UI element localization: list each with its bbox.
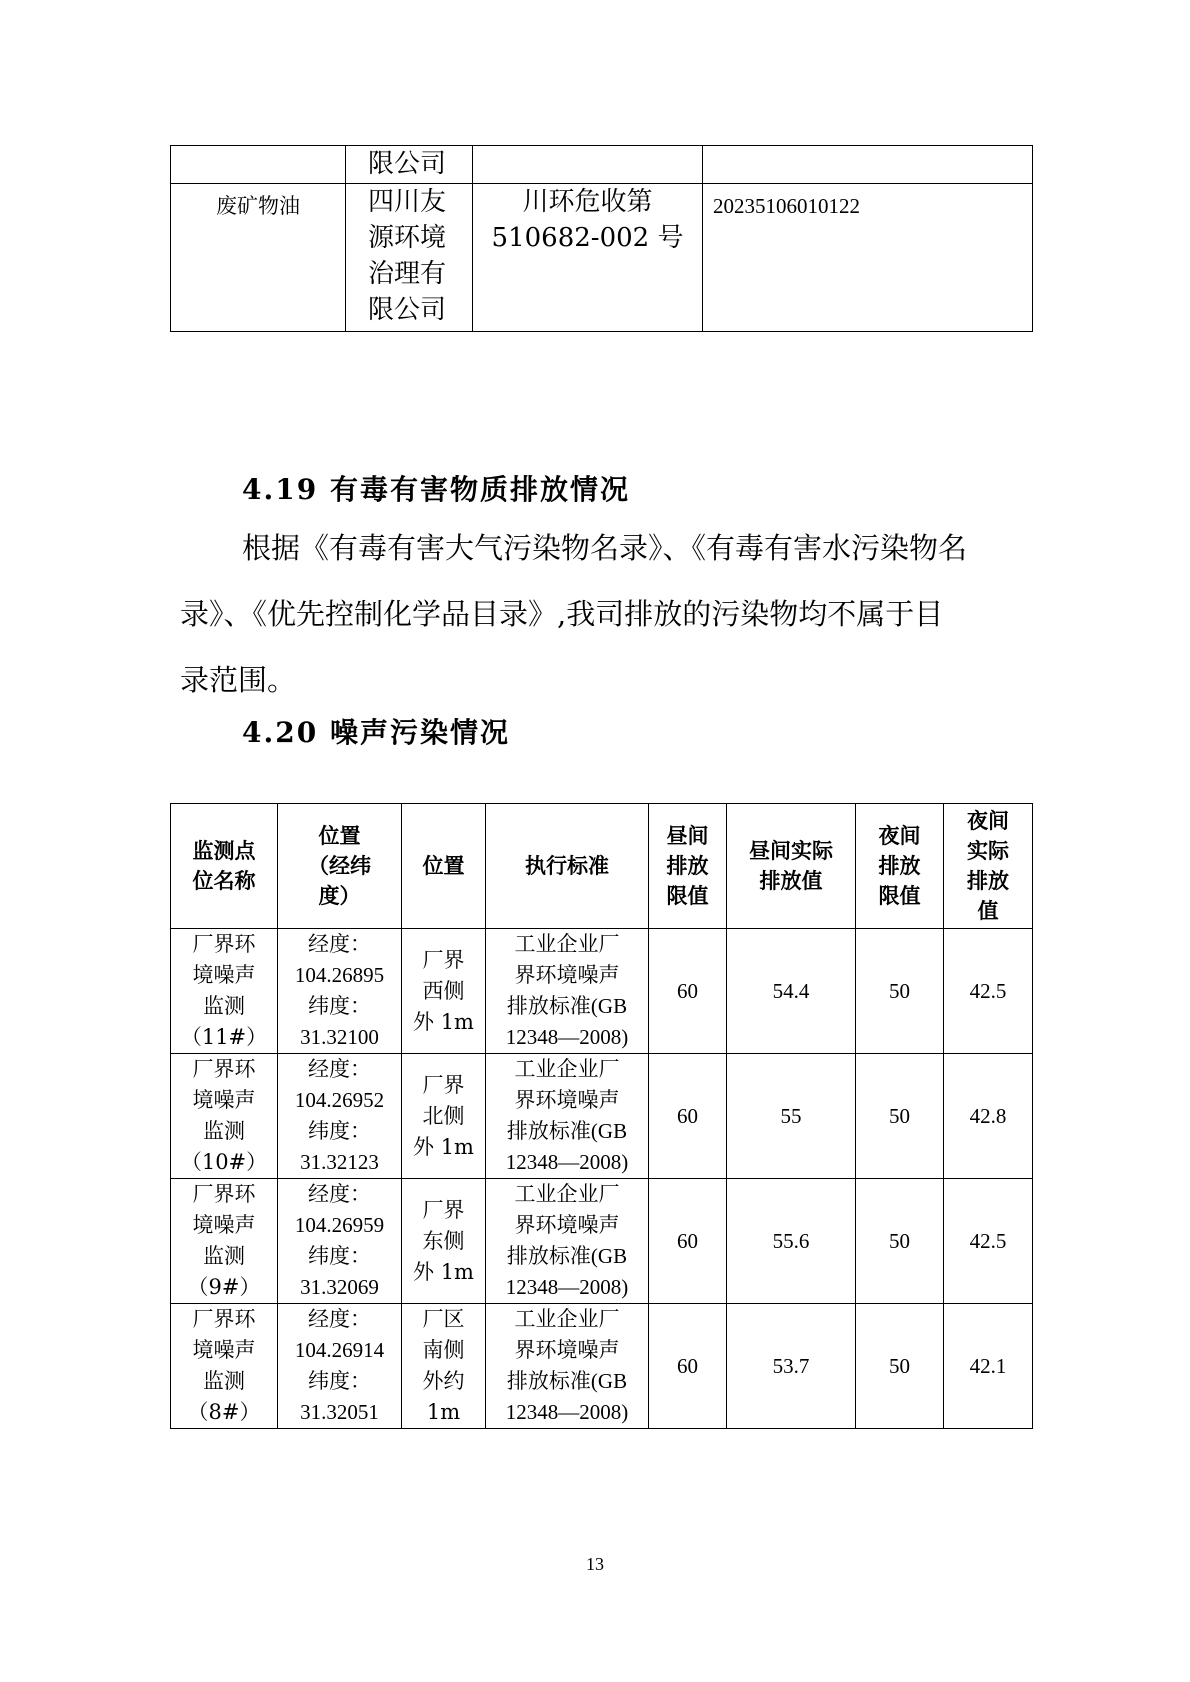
waste-type-cell: 废矿物油	[171, 184, 346, 332]
position-cell	[402, 1304, 486, 1429]
cell-line: 外 1m	[413, 1259, 474, 1284]
header-line: 位置	[422, 854, 465, 878]
section-heading-4-20: 4.20 噪声污染情况	[242, 716, 510, 749]
transfer-number-cell: 20235106010122	[703, 184, 1033, 332]
header-line: （经纬	[308, 854, 371, 878]
table-cell	[171, 146, 346, 184]
paragraph-line: 录》、《优先控制化学品目录》,我司排放的污染物均不属于目	[180, 597, 944, 631]
cell-line: 西侧	[422, 978, 465, 1003]
coordinates-cell	[278, 1054, 402, 1179]
header-line: 限值	[878, 884, 921, 908]
company-cell	[346, 184, 473, 332]
header-line: 度）	[318, 884, 361, 908]
night-actual-cell: 42.1	[944, 1304, 1033, 1429]
cell-line: 限公司	[368, 295, 447, 325]
cell-line: 厂界环	[192, 1057, 256, 1081]
cell-line: 厂界环	[192, 1307, 256, 1331]
cell-line: 31.32100	[300, 1025, 379, 1049]
cell-line: 1m	[426, 1400, 461, 1424]
cell-line: 12348—2008)	[505, 1025, 629, 1049]
night-limit-cell: 50	[856, 1304, 944, 1429]
cell-line: 境噪声	[192, 1088, 256, 1112]
header-line: 昼间实际	[749, 839, 833, 863]
cell-line: 监测	[203, 1119, 245, 1143]
paragraph-line: 录范围。	[180, 663, 297, 697]
position-cell	[402, 1179, 486, 1304]
column-header-coordinates	[278, 804, 402, 929]
night-limit-cell: 50	[856, 1054, 944, 1179]
cell-line: 厂界环	[192, 932, 256, 956]
night-actual-cell: 42.5	[944, 929, 1033, 1054]
coordinates-cell	[278, 929, 402, 1054]
day-limit-cell: 60	[649, 1304, 727, 1429]
table-cell	[473, 146, 703, 184]
header-line: 排放	[967, 869, 1009, 893]
coordinates-cell	[278, 1179, 402, 1304]
day-limit-cell: 60	[649, 929, 727, 1054]
table-row	[171, 1054, 1033, 1179]
cell-line: 经度：	[308, 1057, 371, 1081]
cell-line: 界环境噪声	[514, 963, 620, 987]
cell-line: （11#）	[180, 1025, 268, 1049]
cell-line: 12348—2008)	[505, 1150, 629, 1174]
column-header-standard	[486, 804, 649, 929]
cell-line: 四川友	[368, 187, 447, 217]
header-line: 夜间	[878, 824, 921, 848]
section-4-19-paragraph	[180, 515, 1030, 713]
hazardous-waste-table	[170, 145, 1033, 332]
night-limit-cell: 50	[856, 1179, 944, 1304]
cell-line: 厂界	[422, 1197, 465, 1222]
table-header-row	[171, 804, 1033, 929]
monitoring-point-cell	[171, 1179, 278, 1304]
cell-line: 界环境噪声	[514, 1088, 620, 1112]
cell-line: 104.26895	[294, 963, 385, 987]
header-line: 限值	[666, 884, 709, 908]
cell-line: 排放标准(GB	[506, 1244, 628, 1268]
cell-line: 31.32069	[300, 1275, 379, 1299]
cell-line: 治理有	[368, 259, 447, 289]
paragraph-line: 根据《有毒有害大气污染物名录》、《有毒有害水污染物名	[242, 531, 968, 565]
night-actual-cell: 42.5	[944, 1179, 1033, 1304]
header-line: 夜间	[967, 809, 1009, 833]
cell-line: 界环境噪声	[514, 1213, 620, 1237]
table-row	[171, 1179, 1033, 1304]
cell-line: 工业企业厂	[514, 1057, 620, 1081]
table-cell	[703, 146, 1033, 184]
table-row	[171, 929, 1033, 1054]
night-actual-cell: 42.8	[944, 1054, 1033, 1179]
table-row	[171, 184, 1033, 332]
cell-line: 限公司	[368, 149, 447, 179]
section-heading-4-19: 4.19 有毒有害物质排放情况	[242, 473, 630, 506]
cell-line: 南侧	[422, 1338, 465, 1362]
header-line: 监测点	[192, 839, 256, 863]
cell-line: 北侧	[422, 1103, 465, 1128]
cell-line: 12348—2008)	[505, 1275, 629, 1299]
cell-line: 工业企业厂	[514, 932, 620, 956]
cell-line: 东侧	[422, 1228, 465, 1253]
monitoring-point-cell	[171, 1304, 278, 1429]
license-cell	[473, 184, 703, 332]
cell-line: 104.26952	[294, 1088, 385, 1112]
day-actual-cell: 53.7	[727, 1304, 856, 1429]
cell-line: 纬度：	[308, 1119, 371, 1143]
cell-line: 境噪声	[192, 1213, 256, 1237]
table-row	[171, 1304, 1033, 1429]
monitoring-point-cell	[171, 929, 278, 1054]
page-number: 13	[586, 1554, 604, 1574]
cell-line: 104.26914	[294, 1338, 385, 1362]
monitoring-point-cell	[171, 1054, 278, 1179]
column-header-day-actual	[727, 804, 856, 929]
cell-line: 经度：	[308, 932, 371, 956]
day-actual-cell: 55.6	[727, 1179, 856, 1304]
standard-cell	[486, 1179, 649, 1304]
position-cell	[402, 1054, 486, 1179]
column-header-night-actual	[944, 804, 1033, 929]
night-limit-cell: 50	[856, 929, 944, 1054]
cell-line: （9#）	[187, 1275, 261, 1299]
cell-line: 厂区	[422, 1307, 465, 1331]
standard-cell	[486, 929, 649, 1054]
day-limit-cell: 60	[649, 1179, 727, 1304]
cell-line: 工业企业厂	[514, 1182, 620, 1206]
header-line: 位名称	[192, 869, 256, 893]
cell-line: 104.26959	[294, 1213, 385, 1237]
cell-line: 纬度：	[308, 1369, 371, 1393]
header-line: 昼间	[666, 824, 709, 848]
cell-line: 31.32123	[300, 1150, 379, 1174]
cell-line: 界环境噪声	[514, 1338, 620, 1362]
column-header-position	[402, 804, 486, 929]
cell-line: 厂界	[422, 947, 465, 972]
standard-cell	[486, 1054, 649, 1179]
cell-line: 510682-002 号	[491, 223, 684, 253]
day-actual-cell: 54.4	[727, 929, 856, 1054]
cell-line: 排放标准(GB	[506, 1119, 628, 1143]
cell-line: 外 1m	[413, 1134, 474, 1159]
cell-line: 12348—2008)	[505, 1400, 629, 1424]
column-header-point-name	[171, 804, 278, 929]
cell-line: 厂界环	[192, 1182, 256, 1206]
cell-line: 监测	[203, 1369, 245, 1393]
cell-line: 外约	[422, 1369, 465, 1393]
cell-line: 31.32051	[300, 1400, 379, 1424]
day-limit-cell: 60	[649, 1054, 727, 1179]
cell-line: 排放标准(GB	[506, 994, 628, 1018]
cell-line: 厂界	[422, 1072, 465, 1097]
header-line: 排放	[666, 854, 709, 878]
cell-line: 排放标准(GB	[506, 1369, 628, 1393]
standard-cell	[486, 1304, 649, 1429]
day-actual-cell: 55	[727, 1054, 856, 1179]
header-line: 位置	[318, 824, 361, 848]
table-cell	[346, 146, 473, 184]
cell-line: 纬度：	[308, 994, 371, 1018]
column-header-day-limit	[649, 804, 727, 929]
cell-line: 纬度：	[308, 1244, 371, 1268]
cell-line: 境噪声	[192, 963, 256, 987]
header-line: 执行标准	[525, 854, 609, 878]
column-header-night-limit	[856, 804, 944, 929]
table-row	[171, 146, 1033, 184]
header-line: 值	[977, 899, 999, 923]
coordinates-cell	[278, 1304, 402, 1429]
header-line: 实际	[967, 839, 1009, 863]
cell-line: 源环境	[368, 223, 447, 253]
cell-line: 经度：	[308, 1307, 371, 1331]
header-line: 排放值	[759, 869, 823, 893]
header-line: 排放	[878, 854, 921, 878]
cell-line: 工业企业厂	[514, 1307, 620, 1331]
cell-line: （8#）	[187, 1400, 261, 1424]
cell-line: 外 1m	[413, 1009, 474, 1034]
noise-monitoring-table	[170, 803, 1033, 1429]
cell-line: 境噪声	[192, 1338, 256, 1362]
cell-line: 川环危收第	[522, 187, 653, 217]
cell-line: 经度：	[308, 1182, 371, 1206]
cell-line: 监测	[203, 1244, 245, 1268]
position-cell	[402, 929, 486, 1054]
cell-line: 监测	[203, 994, 245, 1018]
cell-line: （10#）	[180, 1150, 268, 1174]
